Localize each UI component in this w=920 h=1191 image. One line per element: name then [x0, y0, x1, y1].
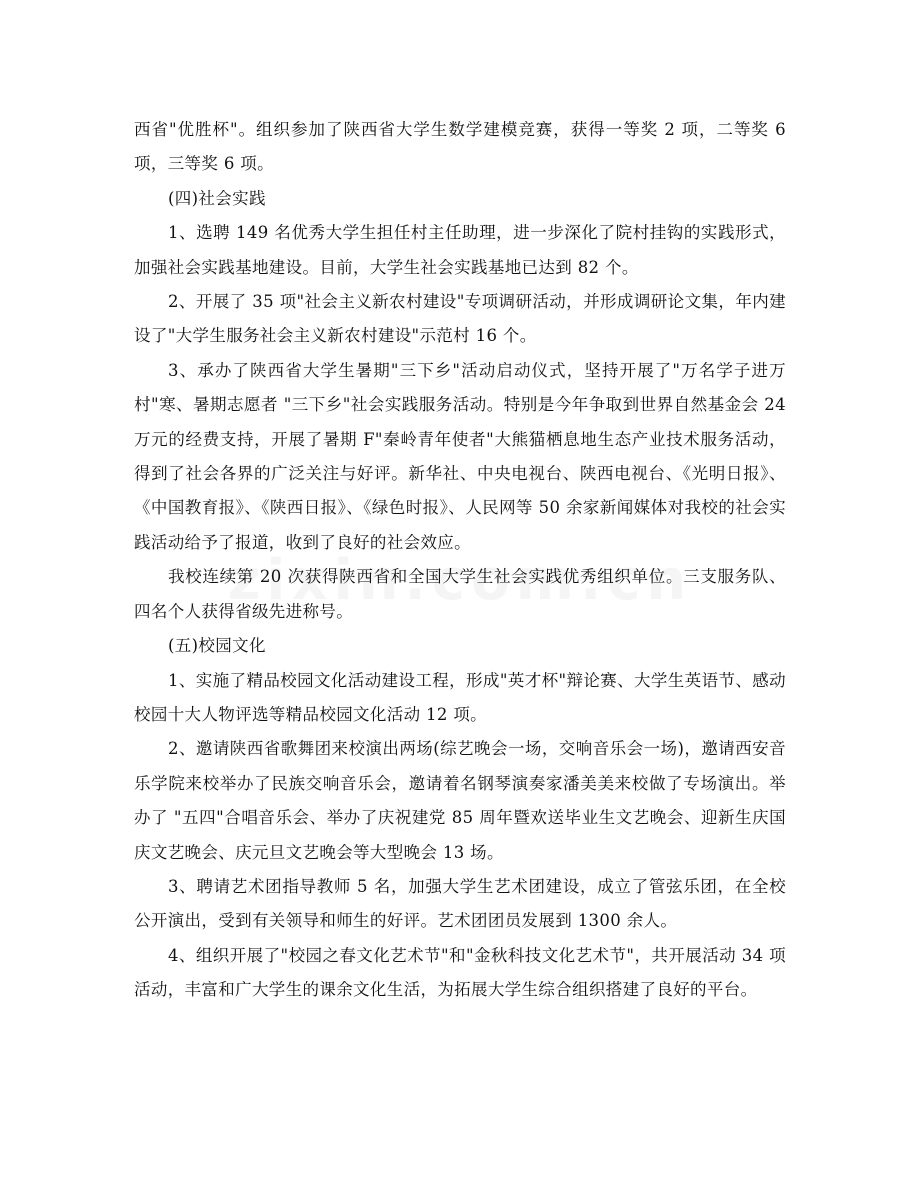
- paragraph-performances: 2、邀请陕西省歌舞团来校演出两场(综艺晚会一场，交响音乐会一场)，邀请西安音乐学院来校举办了民族交响音乐会，邀请着名钢琴演奏家潘美美来校做了专场演出。举办了 "五四"合唱音乐会、举办了庆祝建党 85 周年暨欢送毕业生文艺晚会、迎新生庆国庆文艺晚会、庆元旦文艺晚会等大型晚会 13 场。: [134, 739, 786, 862]
- paragraph-art-troupe: 3、聘请艺术团指导教师 5 名，加强大学生艺术团建设，成立了管弦乐团，在全校公开演出，受到有关领导和师生的好评。艺术团团员发展到 1300 余人。: [134, 876, 786, 931]
- paragraph-honors: 我校连续第 20 次获得陕西省和全国大学生社会实践优秀组织单位。三支服务队、四名个人获得省级先进称号。: [134, 567, 786, 621]
- paragraph-award-continuation: 西省"优胜杯"。组织参加了陕西省大学生数学建模竞赛，获得一等奖 2 项，二等奖 6 项，三等奖 6 项。: [134, 120, 786, 174]
- paragraph-culture-project: 1、实施了精品校园文化活动建设工程，形成"英才杯"辩论赛、大学生英语节、感动校园十大人物评选等精品校园文化活动 12 项。: [134, 670, 786, 724]
- section-heading-campus-culture: (五)校园文化: [168, 636, 266, 656]
- paragraph-new-countryside-research: 2、开展了 35 项"社会主义新农村建设"专项调研活动，并形成调研论文集，年内建设了"大学生服务社会主义新农村建设"示范村 16 个。: [134, 292, 786, 346]
- document-page: [134, 113, 786, 1008]
- paragraph-art-festivals: 4、组织开展了"校园之春文化艺术节"和"金秋科技文化艺术节"，共开展活动 34 项活动，丰富和广大学生的课余文化生活，为拓展大学生综合组织搭建了良好的平台。: [134, 945, 786, 1000]
- paragraph-village-assistants: 1、选聘 149 名优秀大学生担任村主任助理，进一步深化了院村挂钩的实践形式，加强社会实践基地建设。目前，大学生社会实践基地已达到 82 个。: [134, 223, 786, 277]
- paragraph-three-to-countryside: 3、承办了陕西省大学生暑期"三下乡"活动启动仪式，坚持开展了"万名学子进万村"寒、暑期志愿者 "三下乡"社会实践服务活动。特别是今年争取到世界自然基金会 24 万元的经费支持，开展了暑期 F"秦岭青年使者"大熊猫栖息地生态产业技术服务活动，得到了社会各界的广泛关注与好评。新华社、中央电视台、陕西电视台、《光明日报》、《中国教育报》、《陕西日报》、《绿色时报》、人民网等 50 余家新闻媒体对我校的社会实践活动给予了报道，收到了良好的社会效应。: [134, 360, 786, 552]
- section-heading-social-practice: (四)社会实践: [168, 188, 266, 208]
